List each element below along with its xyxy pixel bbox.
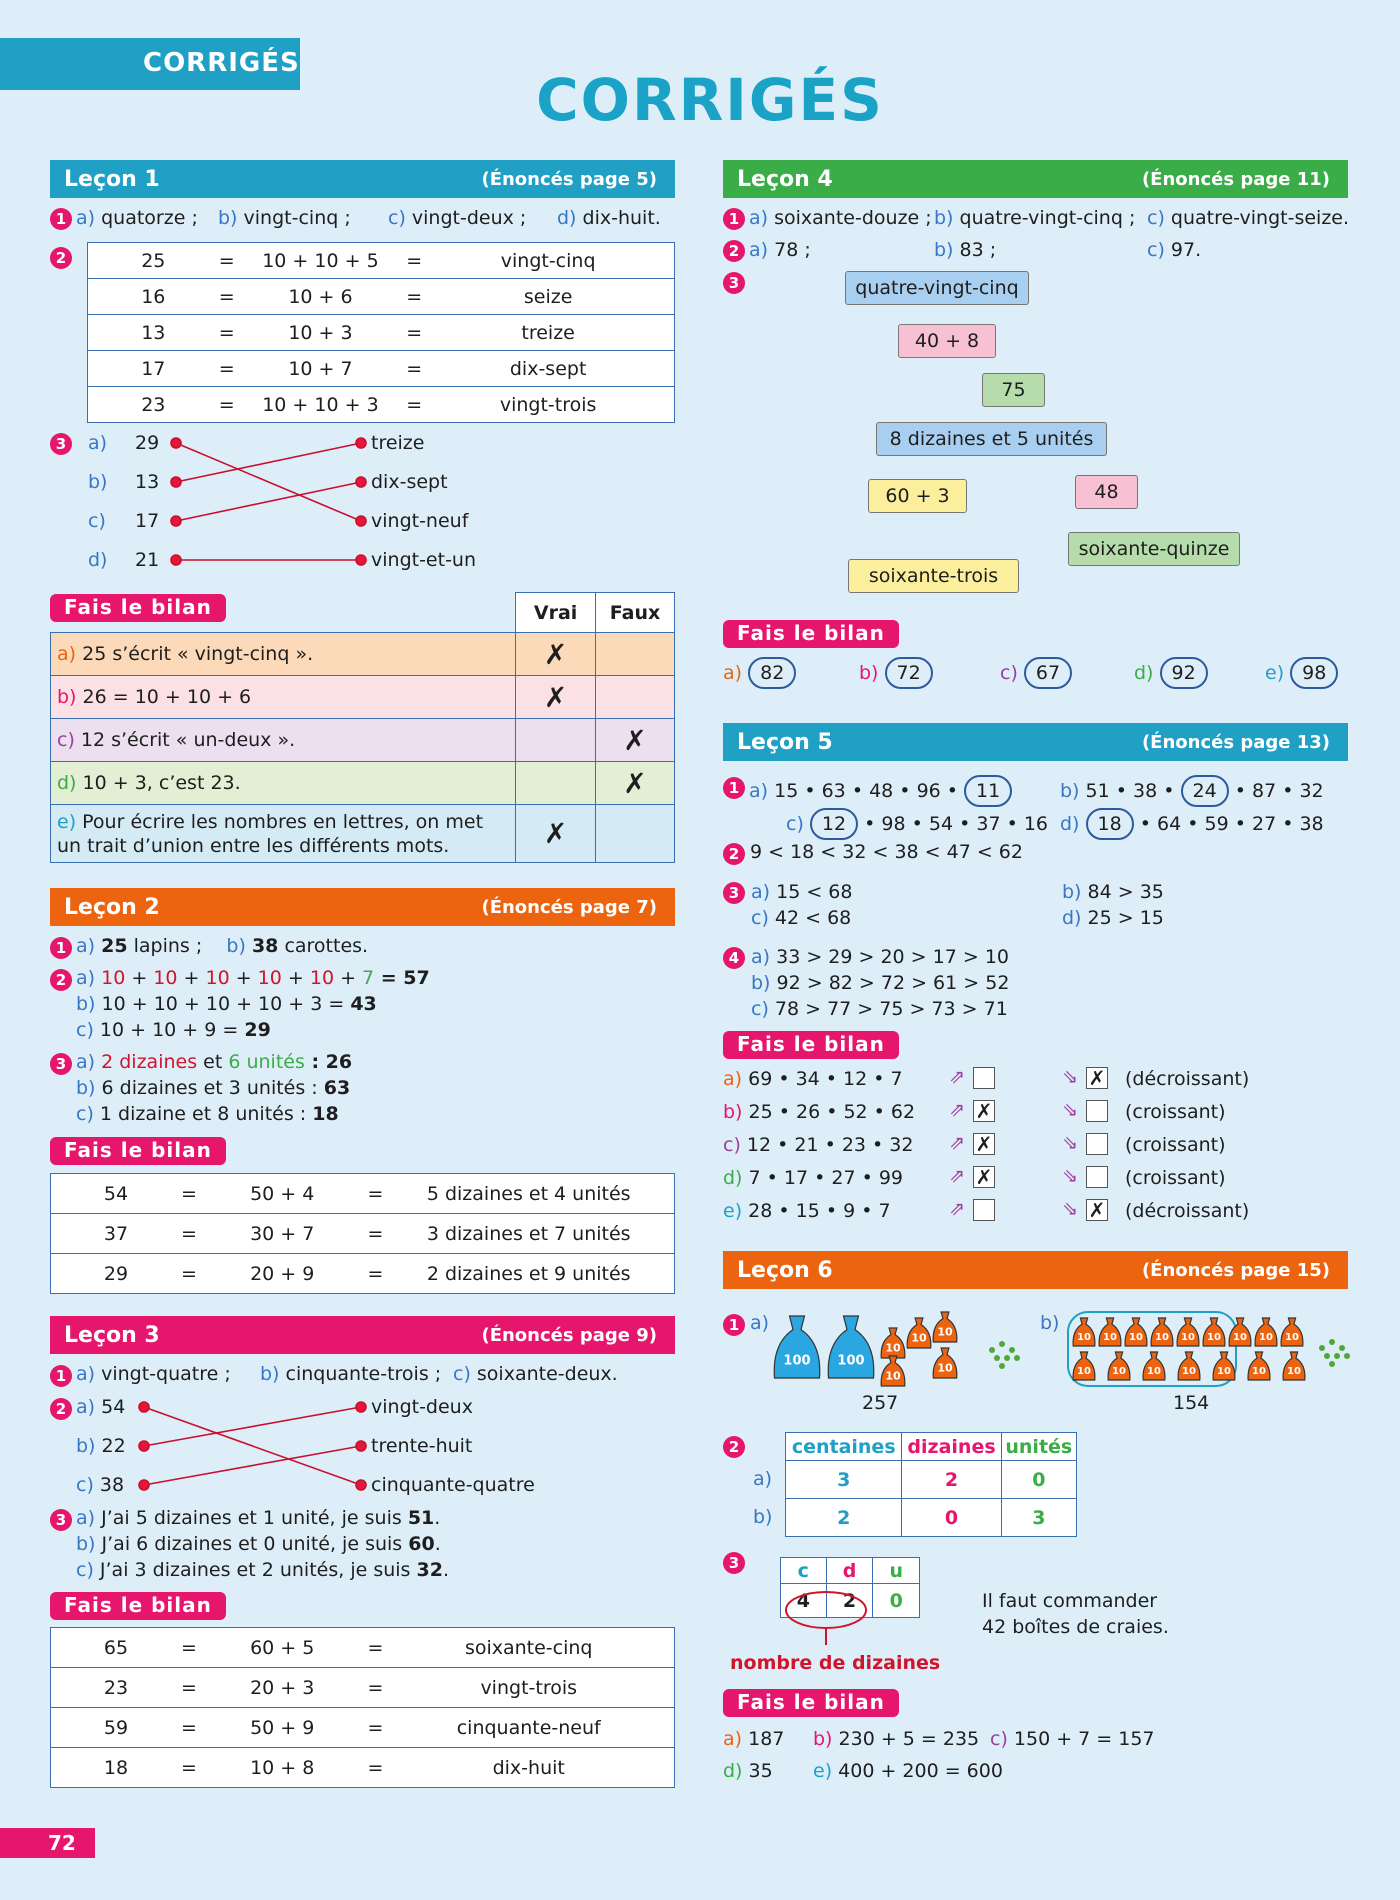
answer-2-3a: a) 2 dizaines et 6 unités : 26 [76,1051,353,1073]
svg-text:10: 10 [1207,1331,1221,1343]
question-number: 3 [50,433,72,455]
bag-10-icon [1255,1318,1277,1346]
table-cell: 20 + 9 [197,1254,368,1294]
match-right: vingt-et-un [371,549,477,571]
down-arrow-icon: ⇘ [1062,1198,1078,1220]
equals-sign: = [181,1708,197,1748]
bilan-row [723,1066,1348,1096]
table-cell: 10 + 3 [235,315,407,351]
order-word: (croissant) [1125,1134,1226,1156]
equals-sign: = [219,279,235,315]
table-cell: treize [422,315,674,351]
table-cell: seize [422,279,674,315]
checkbox[interactable] [1086,1165,1108,1188]
table-cell: 13 [88,315,219,351]
bilan-row [723,1198,1348,1228]
equals-sign: = [406,351,422,387]
order-word: (croissant) [1125,1167,1226,1189]
bag-10-icon [881,1356,905,1386]
bag-10-icon [1073,1318,1095,1346]
bag-10-icon [1248,1352,1270,1380]
bilan-badge: Fais le bilan [50,1137,226,1165]
answer-3-1a: a) vingt-quatre ; [76,1363,231,1385]
answer-5-3a: a) 15 < 68 [751,881,853,903]
up-arrow-icon: ⇗ [949,1198,965,1220]
checkbox[interactable] [973,1066,995,1089]
bilan-row [723,1099,1348,1129]
svg-text:10: 10 [1077,1365,1091,1377]
order-word: (décroissant) [1125,1200,1250,1222]
lesson-ref: (Énoncés page 11) [1141,168,1330,190]
svg-text:10: 10 [1285,1331,1299,1343]
svg-text:10: 10 [885,1369,901,1383]
equals-sign: = [367,1214,383,1254]
svg-text:10: 10 [1233,1331,1247,1343]
bag-10-icon [881,1328,905,1358]
bilan-answer: b) 72 [859,657,933,689]
table-cell: cinquante-neuf [383,1708,674,1748]
bilan-badge: Fais le bilan [50,1592,226,1620]
lesson-title: Leçon 1 [64,166,160,192]
equals-sign: = [406,279,422,315]
checkbox[interactable]: ✗ [973,1165,995,1188]
answer-5-3b: b) 84 > 35 [1062,881,1164,903]
table-cell: dix-huit [383,1748,674,1788]
equals-sign: = [406,387,422,423]
bag-10-icon [1178,1352,1200,1380]
table-cell: 17 [88,351,219,387]
svg-text:10: 10 [885,1341,901,1355]
answer-5-4b: b) 92 > 82 > 72 > 61 > 52 [751,972,1010,994]
item-label: b) [88,471,108,493]
question-number: 2 [50,247,72,269]
match-right: dix-sept [371,471,448,493]
table-cell: 10 + 10 + 3 [235,387,407,423]
table-cell: vingt-cinq [422,243,674,279]
number-card: quatre-vingt-cinq [845,271,1029,305]
question-number: 2 [50,969,72,991]
equals-sign: = [181,1214,197,1254]
table-cell: 54 [51,1174,181,1214]
table-cell: 18 [51,1748,181,1788]
bilan-answer: a) 82 [723,657,796,689]
table-cell: 3 dizaines et 7 unités [383,1214,674,1254]
checkbox[interactable]: ✗ [973,1099,995,1122]
checkbox[interactable]: ✗ [1086,1198,1108,1221]
page-title: CORRIGÉS [536,66,884,134]
question-number: 1 [50,937,72,959]
bag-10-icon [1151,1318,1173,1346]
question-number: 3 [723,272,745,294]
lesson-title: Leçon 5 [737,729,833,755]
equals-sign: = [367,1668,383,1708]
number-card: 60 + 3 [868,479,967,513]
bilan-6c: c) 150 + 7 = 157 [990,1728,1155,1750]
answer-4-1a: a) soixante-douze ; [749,207,932,229]
equals-sign: = [406,243,422,279]
faux-header: Faux [596,593,675,633]
item-label: b) [753,1506,773,1528]
answer-2-2b: b) 10 + 10 + 10 + 10 + 3 = 43 [76,993,377,1015]
table-cell: 37 [51,1214,181,1254]
table-cell: 25 [88,243,219,279]
page-number: 72 [0,1828,95,1858]
lesson-3-table [50,1627,675,1788]
unit-dot [994,1355,1000,1361]
question-number: 2 [50,1398,72,1420]
bilan-row: a) 25 s’écrit « vingt-cinq ». ✗ [51,633,675,676]
total-a: 257 [862,1392,899,1414]
checkbox[interactable]: ✗ [973,1132,995,1155]
table-cell: 5 dizaines et 4 unités [383,1174,674,1214]
answer-4-1b: b) quatre-vingt-cinq ; [934,207,1136,229]
table-cell: 59 [51,1708,181,1748]
match-right: vingt-neuf [371,510,469,532]
equals-sign: = [406,315,422,351]
sequence: e) 28 • 15 • 9 • 7 [723,1200,891,1222]
svg-text:10: 10 [1181,1331,1195,1343]
svg-text:100: 100 [837,1353,865,1369]
lesson-ref: (Énoncés page 13) [1141,731,1330,753]
item-label: d) [88,549,108,571]
table-cell: 10 + 7 [235,351,407,387]
number-card: 75 [982,373,1045,407]
answer-2-3b: b) 6 dizaines et 3 unités : 63 [76,1077,351,1099]
bilan-6a: a) 187 [723,1728,785,1750]
bilan-row [723,1165,1348,1195]
match-right: trente-huit [371,1435,473,1457]
equals-sign: = [219,387,235,423]
question-number: 1 [723,208,745,230]
total-b: 154 [1173,1392,1210,1414]
bag-100-icon [774,1316,820,1378]
bilan-6d: d) 35 [723,1760,773,1782]
number-card: 8 dizaines et 5 unités [876,422,1107,456]
answer-5-1a: a) 15 • 63 • 48 • 96 • 11 [749,775,1012,807]
item-label: c) [88,510,106,532]
dozens-note: nombre de dizaines [730,1652,941,1674]
svg-text:10: 10 [1147,1365,1161,1377]
down-arrow-icon: ⇘ [1062,1132,1078,1154]
equals-sign: = [219,351,235,387]
equals-sign: = [367,1628,383,1668]
bag-10-icon [933,1312,957,1342]
question-number: 4 [723,947,745,969]
sequence: b) 25 • 26 • 52 • 62 [723,1101,916,1123]
matching-lines-3 [0,0,700,1520]
cdu-table: c d u 4 2 0 [780,1557,920,1618]
conclusion-line2: 42 boîtes de craies. [982,1616,1169,1638]
unit-dot [1324,1353,1330,1359]
bag-10-icon [1281,1318,1303,1346]
answer-4-1c: c) quatre-vingt-seize. [1147,207,1350,229]
svg-text:10: 10 [1077,1331,1091,1343]
bilan-row: b) 26 = 10 + 10 + 6 ✗ [51,676,675,719]
svg-text:10: 10 [1103,1331,1117,1343]
sequence: d) 7 • 17 • 27 • 99 [723,1167,904,1189]
lesson-ref: (Énoncés page 15) [1141,1259,1330,1281]
answer-1c: c) vingt-deux ; [388,207,527,229]
bag-10-icon [1099,1318,1121,1346]
answer-5-1c: c) 12 • 98 • 54 • 37 • 16 [786,808,1048,840]
bag-10-icon [1143,1352,1165,1380]
answer-2-3c: c) 1 dizaine et 8 unités : 18 [76,1103,339,1125]
answer-5-4a: a) 33 > 29 > 20 > 17 > 10 [751,946,1009,968]
equals-sign: = [181,1748,197,1788]
svg-text:10: 10 [937,1361,953,1375]
bilan-row: c) 12 s’écrit « un-deux ». ✗ [51,719,675,762]
lesson-ref: (Énoncés page 5) [481,168,657,190]
table-cell: 16 [88,279,219,315]
table-cell: 50 + 4 [197,1174,368,1214]
answer-5-3c: c) 42 < 68 [751,907,852,929]
unit-dot [1329,1361,1335,1367]
answer-1d: d) dix-huit. [557,207,661,229]
checkbox[interactable] [973,1198,995,1221]
match-right: cinquante-quatre [371,1474,535,1496]
table-cell: 23 [51,1668,181,1708]
table-cell: 2 dizaines et 9 unités [383,1254,674,1294]
answer-5-1d: d) 18 • 64 • 59 • 27 • 38 [1060,808,1324,840]
table-cell: 10 + 6 [235,279,407,315]
match-left: 17 [135,510,160,532]
equals-sign: = [367,1708,383,1748]
svg-text:10: 10 [1217,1365,1231,1377]
bilan-answer: c) 67 [1000,657,1072,689]
bag-10-icon [1203,1318,1225,1346]
bilan-badge: Fais le bilan [723,1689,899,1717]
answer-5-1b: b) 51 • 38 • 24 • 87 • 32 [1060,775,1324,807]
answer-5-2: 9 < 18 < 32 < 38 < 47 < 62 [750,841,1023,863]
question-number: 3 [50,1053,72,1075]
unit-dot [999,1341,1005,1347]
order-word: (décroissant) [1125,1068,1250,1090]
svg-text:10: 10 [911,1331,927,1345]
dozens-marker [770,1585,890,1645]
question-number: 1 [723,777,745,799]
question-number: 2 [723,240,745,262]
answer-1a: a) quatorze ; [76,207,198,229]
answer-3-1c: c) soixante-deux. [453,1363,618,1385]
answer-2-2a: a) 10 + 10 + 10 + 10 + 10 + 7 = 57 [76,967,430,989]
svg-text:10: 10 [1182,1365,1196,1377]
conclusion-line1: Il faut commander [982,1590,1158,1612]
lesson-title: Leçon 2 [64,894,160,920]
table-cell: 10 + 10 + 5 [235,243,407,279]
equals-sign: = [219,315,235,351]
table-cell: soixante-cinq [383,1628,674,1668]
svg-text:10: 10 [1259,1331,1273,1343]
unit-dot [1319,1345,1325,1351]
lesson-ref: (Énoncés page 9) [481,1324,657,1346]
table-row [51,1628,675,1668]
svg-text:10: 10 [1112,1365,1126,1377]
down-arrow-icon: ⇘ [1062,1099,1078,1121]
answer-4-2b: b) 83 ; [934,239,997,261]
unit-dot [1344,1353,1350,1359]
table-cell: 10 + 8 [197,1748,368,1788]
match-left: c) 38 [76,1474,125,1496]
match-left: 13 [135,471,160,493]
bilan-row [723,1132,1348,1162]
up-arrow-icon: ⇗ [949,1165,965,1187]
answer-1b: b) vingt-cinq ; [218,207,351,229]
equals-sign: = [367,1254,383,1294]
match-right: treize [371,432,425,454]
equals-sign: = [181,1628,197,1668]
place-value-table: centaines dizaines unités 3 2 0 2 0 3 [785,1432,1077,1537]
table-cell: 30 + 7 [197,1214,368,1254]
lesson-4-header [723,160,1348,198]
table-cell: 50 + 9 [197,1708,368,1748]
svg-text:10: 10 [1129,1331,1143,1343]
up-arrow-icon: ⇗ [949,1132,965,1154]
question-number: 1 [723,1314,745,1336]
table-cell: vingt-trois [422,387,674,423]
bilan-badge: Fais le bilan [50,594,226,622]
equals-sign: = [181,1254,197,1294]
match-left: b) 22 [76,1435,126,1457]
unit-dot [999,1363,1005,1369]
bag-10-icon [1283,1352,1305,1380]
bilan-row: e) Pour écrire les nombres en lettres, on met un trait d’union entre les différents mots. ✗ [51,805,675,863]
table-row [51,1748,675,1788]
answer-3-1b: b) cinquante-trois ; [260,1363,442,1385]
unit-dot [1334,1353,1340,1359]
question-number: 2 [723,843,745,865]
bilan-answer: e) 98 [1265,657,1338,689]
unit-dot [1004,1355,1010,1361]
answer-3-3b: b) J’ai 6 dizaines et 0 unité, je suis 60. [76,1533,441,1555]
svg-text:10: 10 [1155,1331,1169,1343]
bilan-badge: Fais le bilan [723,620,899,648]
vrai-header: Vrai [516,593,596,633]
svg-text:10: 10 [1252,1365,1266,1377]
item-label: b) [1040,1312,1060,1334]
table-cell: 29 [51,1254,181,1294]
svg-text:10: 10 [937,1325,953,1339]
question-number: 1 [50,208,72,230]
bag-10-icon [933,1348,957,1378]
up-arrow-icon: ⇗ [949,1066,965,1088]
table-cell: 20 + 3 [197,1668,368,1708]
answer-4-2c: c) 97. [1147,239,1202,261]
match-left: 21 [135,549,160,571]
question-number: 2 [723,1436,745,1458]
unit-dot [1339,1345,1345,1351]
up-arrow-icon: ⇗ [949,1099,965,1121]
table-cell: 60 + 5 [197,1628,368,1668]
bag-100-icon [828,1316,874,1378]
answer-3-3a: a) J’ai 5 dizaines et 1 unité, je suis 51. [76,1507,441,1529]
sequence: a) 69 • 34 • 12 • 7 [723,1068,903,1090]
svg-text:10: 10 [1287,1365,1301,1377]
bilan-6b: b) 230 + 5 = 235 [813,1728,980,1750]
unit-dot [1329,1339,1335,1345]
bag-10-icon [1213,1352,1235,1380]
question-number: 3 [723,882,745,904]
equals-sign: = [219,243,235,279]
bilan-row: d) 10 + 3, c’est 23. ✗ [51,762,675,805]
lesson-title: Leçon 6 [737,1257,833,1283]
equals-sign: = [367,1748,383,1788]
item-label: a) [753,1468,773,1490]
number-card: 40 + 8 [898,324,996,358]
equals-sign: = [181,1174,197,1214]
number-card: soixante-trois [848,559,1019,593]
answer-3-3c: c) J’ai 3 dizaines et 2 unités, je suis 32. [76,1559,449,1581]
unit-dot [1009,1347,1015,1353]
down-arrow-icon: ⇘ [1062,1066,1078,1088]
match-left: a) 54 [76,1396,126,1418]
bag-10-icon [1073,1352,1095,1380]
money-bags-illustration [770,1310,1350,1390]
lesson-title: Leçon 3 [64,1322,160,1348]
table-row [51,1708,675,1748]
svg-text:100: 100 [783,1353,811,1369]
answer-5-4c: c) 78 > 77 > 75 > 73 > 71 [751,998,1008,1020]
number-card: soixante-quinze [1068,532,1240,566]
checkbox[interactable] [1086,1132,1108,1155]
lesson-5-header [723,723,1348,761]
lesson-title: Leçon 4 [737,166,833,192]
table-cell: dix-sept [422,351,674,387]
answer-2-2c: c) 10 + 10 + 9 = 29 [76,1019,271,1041]
match-left: 29 [135,432,160,454]
bag-10-icon [1125,1318,1147,1346]
lesson-ref: (Énoncés page 7) [481,896,657,918]
bilan-answer: d) 92 [1134,657,1208,689]
equals-sign: = [367,1174,383,1214]
table-cell: 23 [88,387,219,423]
answer-2-1: a) 25 lapins ; b) 38 carottes. [76,935,369,957]
sequence: c) 12 • 21 • 23 • 32 [723,1134,914,1156]
bag-10-icon [1108,1352,1130,1380]
item-label: a) [88,432,108,454]
bag-10-icon [907,1318,931,1348]
bilan-badge: Fais le bilan [723,1031,899,1059]
match-right: vingt-deux [371,1396,473,1418]
bag-10-icon [1177,1318,1199,1346]
item-label: a) [750,1312,770,1334]
unit-dot [989,1347,995,1353]
answer-4-2a: a) 78 ; [749,239,811,261]
question-number: 3 [723,1552,745,1574]
table-cell: 65 [51,1628,181,1668]
question-number: 3 [50,1509,72,1531]
lesson-6-header [723,1251,1348,1289]
equals-sign: = [181,1668,197,1708]
table-row [51,1668,675,1708]
order-word: (croissant) [1125,1101,1226,1123]
unit-dot [1014,1355,1020,1361]
table-cell: vingt-trois [383,1668,674,1708]
checkbox[interactable] [1086,1099,1108,1122]
corner-tag: CORRIGÉS [0,38,300,90]
answer-5-3d: d) 25 > 15 [1062,907,1164,929]
checkbox[interactable]: ✗ [1086,1066,1108,1089]
down-arrow-icon: ⇘ [1062,1165,1078,1187]
question-number: 1 [50,1365,72,1387]
bilan-6e: e) 400 + 200 = 600 [813,1760,1003,1782]
number-card: 48 [1075,475,1138,509]
